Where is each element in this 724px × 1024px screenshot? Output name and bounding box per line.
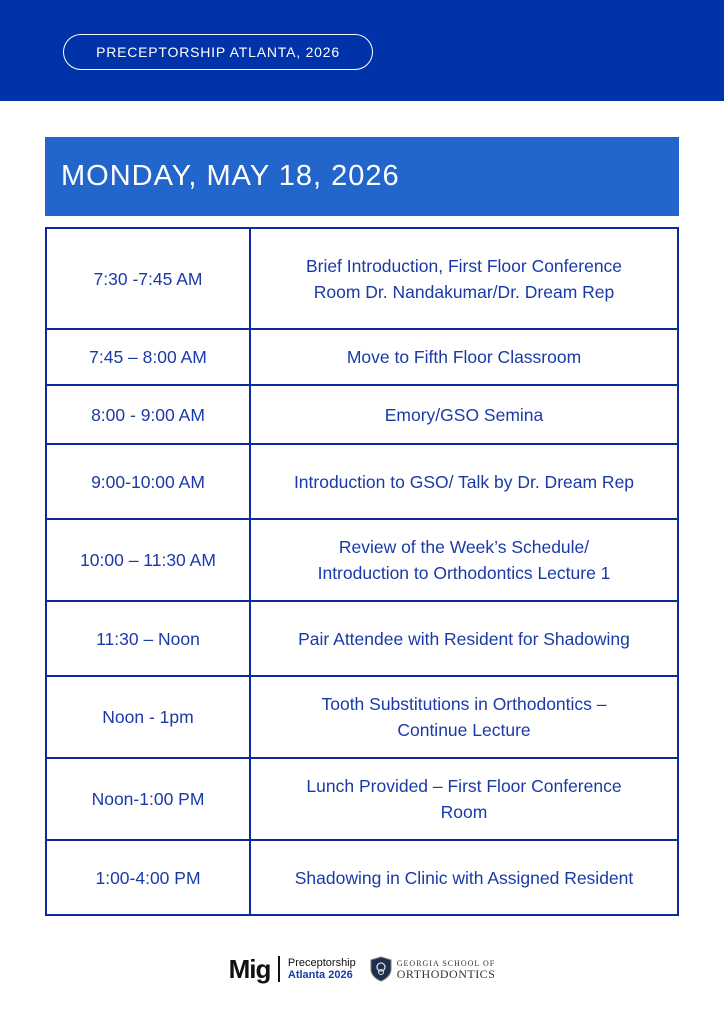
- table-row: [46, 519, 678, 601]
- table-row: [46, 228, 678, 329]
- time-cell: 10:00 – 11:30 AM: [46, 519, 250, 601]
- program-label: PRECEPTORSHIP ATLANTA, 2026: [63, 34, 373, 70]
- activity-line: Continue Lecture: [397, 720, 531, 740]
- activity-line: Introduction to GSO/ Talk by Dr. Dream Rep: [293, 471, 635, 492]
- activity-line: Review of the Week’s Schedule/: [338, 537, 590, 557]
- time-cell: Noon - 1pm: [46, 676, 250, 758]
- activity-line: Room: [440, 802, 488, 822]
- table-row: [46, 758, 678, 840]
- header-band: [0, 0, 724, 101]
- mig-logo: Mig: [228, 953, 271, 984]
- table-row: [46, 444, 678, 519]
- table-row: [46, 385, 678, 444]
- activity-line: Pair Attendee with Resident for Shadowing: [298, 628, 630, 649]
- activity-cell: [250, 519, 678, 601]
- table-row: [46, 676, 678, 758]
- activity-line: Lunch Provided – First Floor Conference: [306, 776, 622, 796]
- activity-cell: [250, 228, 678, 329]
- activity-line: Tooth Substitutions in Orthodontics –: [321, 694, 607, 714]
- activity-cell: [250, 676, 678, 758]
- time-cell: 9:00-10:00 AM: [46, 444, 250, 519]
- activity-line: Move to Fifth Floor Classroom: [346, 347, 582, 367]
- day-banner: [45, 137, 679, 216]
- footer-logos: [0, 952, 724, 986]
- activity-line: Brief Introduction, First Floor Conference: [305, 255, 623, 276]
- time-cell: 7:30 -7:45 AM: [46, 228, 250, 329]
- activity-cell: [250, 444, 678, 519]
- activity-cell: [250, 329, 678, 385]
- schedule-table: [45, 227, 679, 916]
- time-cell: Noon-1:00 PM: [46, 758, 250, 840]
- time-cell: 1:00-4:00 PM: [46, 840, 250, 915]
- gso-logo: [370, 956, 496, 982]
- footer-divider: [278, 956, 280, 982]
- activity-cell: [250, 385, 678, 444]
- activity-cell: [250, 601, 678, 676]
- table-row: [46, 601, 678, 676]
- day-title: MONDAY, MAY 18, 2026: [61, 160, 400, 192]
- school-line2: ORTHODONTICS: [396, 966, 496, 981]
- activity-line: Emory/GSO Semina: [384, 404, 544, 425]
- activity-line: Room Dr. Nandakumar/Dr. Dream Rep: [313, 281, 615, 302]
- preceptorship-mark: [288, 957, 356, 981]
- time-cell: 8:00 - 9:00 AM: [46, 385, 250, 444]
- activity-cell: [250, 758, 678, 840]
- time-cell: 11:30 – Noon: [46, 601, 250, 676]
- shield-crest-icon: [370, 956, 392, 982]
- activity-line: Shadowing in Clinic with Assigned Resident: [294, 867, 634, 888]
- activity-cell: [250, 840, 678, 915]
- school-line1: GEORGIA SCHOOL OF: [396, 958, 496, 968]
- time-cell: 7:45 – 8:00 AM: [46, 329, 250, 385]
- preceptorship-line2: Atlanta 2026: [287, 969, 353, 981]
- preceptorship-line1: Preceptorship: [287, 957, 356, 969]
- table-row: [46, 329, 678, 385]
- activity-line: Introduction to Orthodontics Lecture 1: [317, 563, 611, 583]
- table-row: [46, 840, 678, 915]
